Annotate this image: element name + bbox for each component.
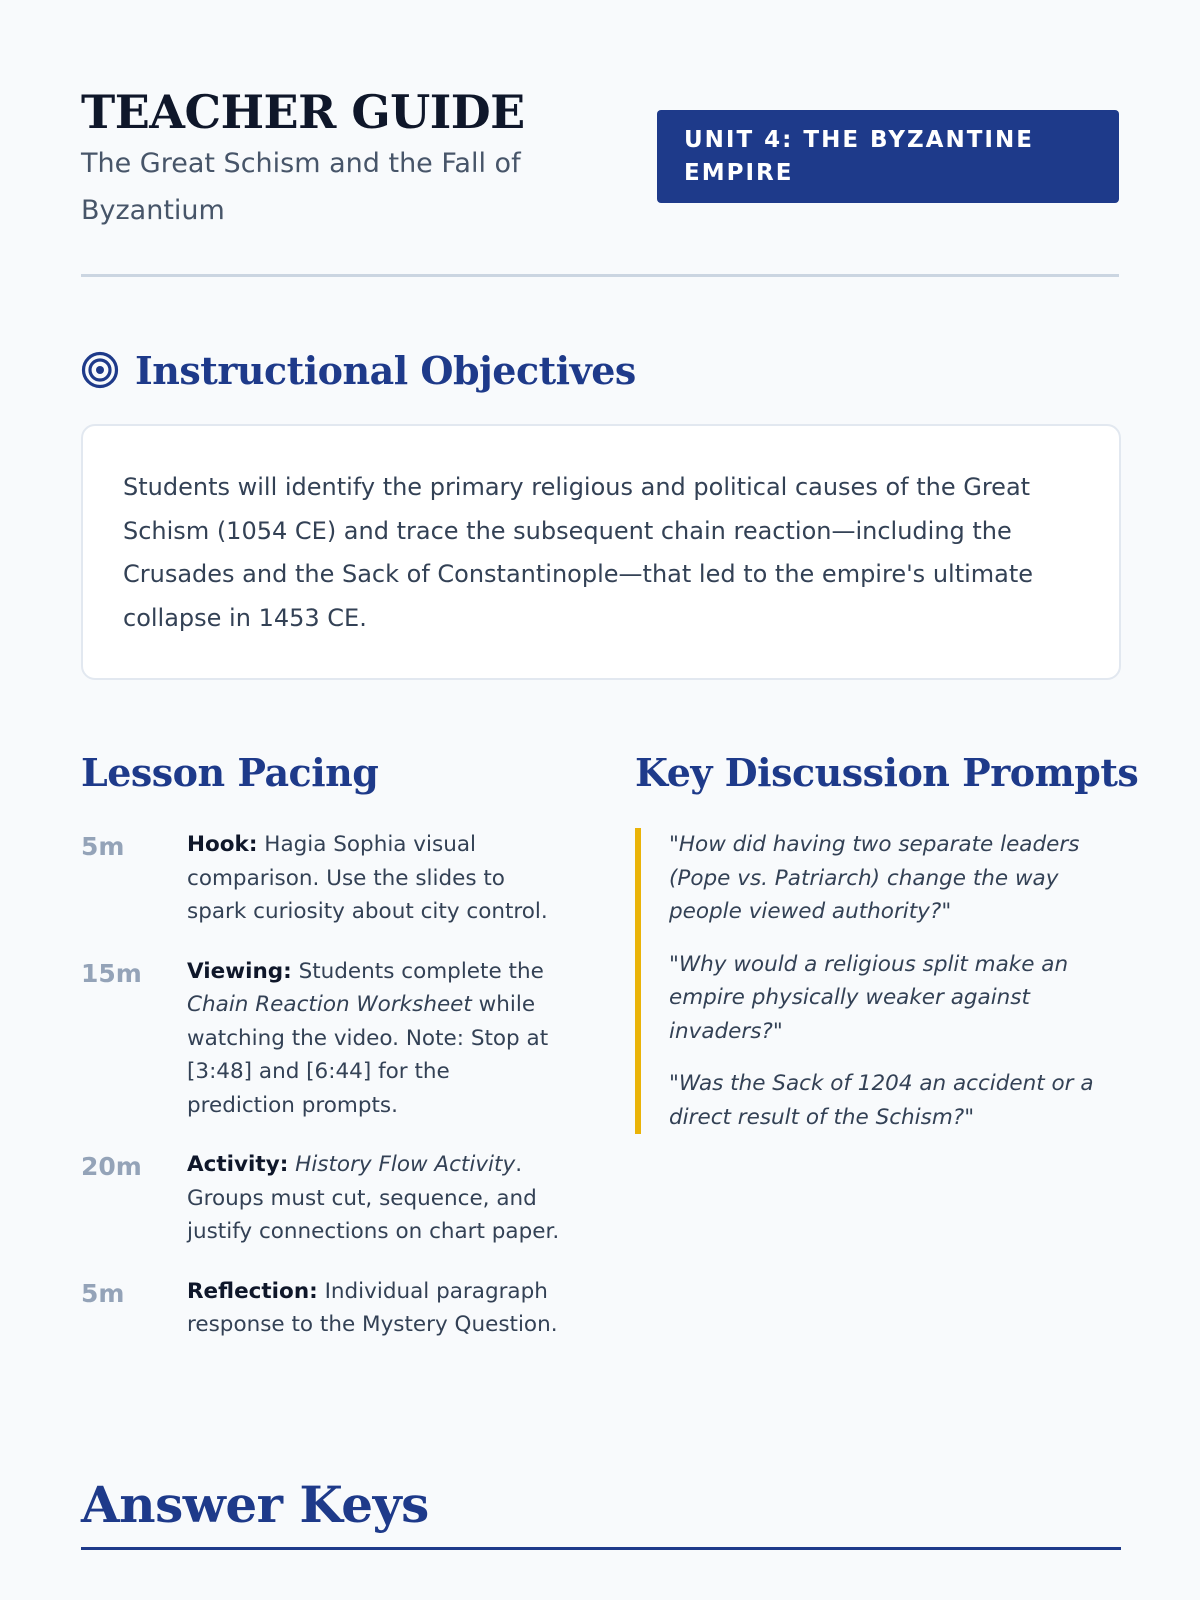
pacing-time: 20m	[81, 1152, 142, 1181]
pacing-description	[187, 1148, 561, 1249]
pacing-detail: Hagia Sophia visual comparison. Use the slides to spark curiosity about city control.	[187, 832, 548, 924]
pacing-label: Hook:	[187, 832, 258, 857]
pacing-description	[187, 955, 561, 1123]
guide-header	[81, 0, 1119, 277]
pacing-item-activity	[81, 1148, 561, 1249]
pacing-list	[81, 828, 561, 1368]
worksheet-title: Chain Reaction Worksheet	[187, 992, 472, 1017]
discussion-prompt: "How did having two separate leaders (Pope vs. Patriarch) change the way people viewed authority?"	[669, 832, 1080, 924]
objectives-heading	[81, 343, 636, 397]
pacing-item-viewing	[81, 955, 561, 1123]
pacing-detail: . Groups must cut, sequence, and justify connections on chart paper.	[187, 1152, 560, 1244]
discussion-prompts	[635, 828, 1120, 1134]
pacing-item-reflection	[81, 1275, 561, 1342]
lesson-pacing-heading: Lesson Pacing	[81, 750, 379, 795]
activity-title: History Flow Activity	[295, 1152, 516, 1177]
discussion-prompt: "Was the Sack of 1204 an accident or a direct result of the Schism?"	[669, 1071, 1094, 1130]
pacing-detail: Students complete the	[291, 958, 544, 984]
pacing-time: 5m	[81, 1278, 125, 1308]
pacing-description	[187, 1275, 561, 1342]
answer-keys-heading: Answer Keys	[81, 1472, 1121, 1550]
pacing-label: Activity:	[187, 1152, 289, 1177]
target-icon	[81, 351, 119, 389]
pacing-label: Reflection:	[187, 1278, 318, 1304]
page-subtitle: The Great Schism and the Fall of Byzantium	[81, 148, 521, 226]
discussion-prompt: "Why would a religious split make an empire physically weaker against invaders?"	[669, 951, 1069, 1044]
page-title: TEACHER GUIDE	[81, 85, 525, 139]
discussion-prompts-heading: Key Discussion Prompts	[635, 750, 1139, 795]
objectives-card	[81, 424, 1121, 680]
pacing-description	[187, 828, 561, 929]
pacing-detail: Individual paragraph response to the Mystery Question.	[187, 1278, 558, 1337]
objectives-title: Instructional Objectives	[135, 347, 636, 393]
pacing-time: 15m	[81, 958, 142, 988]
pacing-item-hook	[81, 828, 561, 929]
objectives-text: Students will identify the primary religious and political causes of the Great Schism (1054 CE) and trace the subsequent chain reaction—including the Crusades and the Sack of Constantinople—that led to the empire's ultimate collapse in 1453 CE.	[123, 473, 1034, 632]
pacing-label: Viewing:	[187, 958, 292, 984]
unit-badge: UNIT 4: THE BYZANTINE EMPIRE	[657, 110, 1119, 203]
pacing-time: 5m	[81, 832, 125, 861]
pacing-detail: while watching the video. Note: Stop at [3:48] and [6:44] for the prediction prompts.	[187, 992, 549, 1118]
